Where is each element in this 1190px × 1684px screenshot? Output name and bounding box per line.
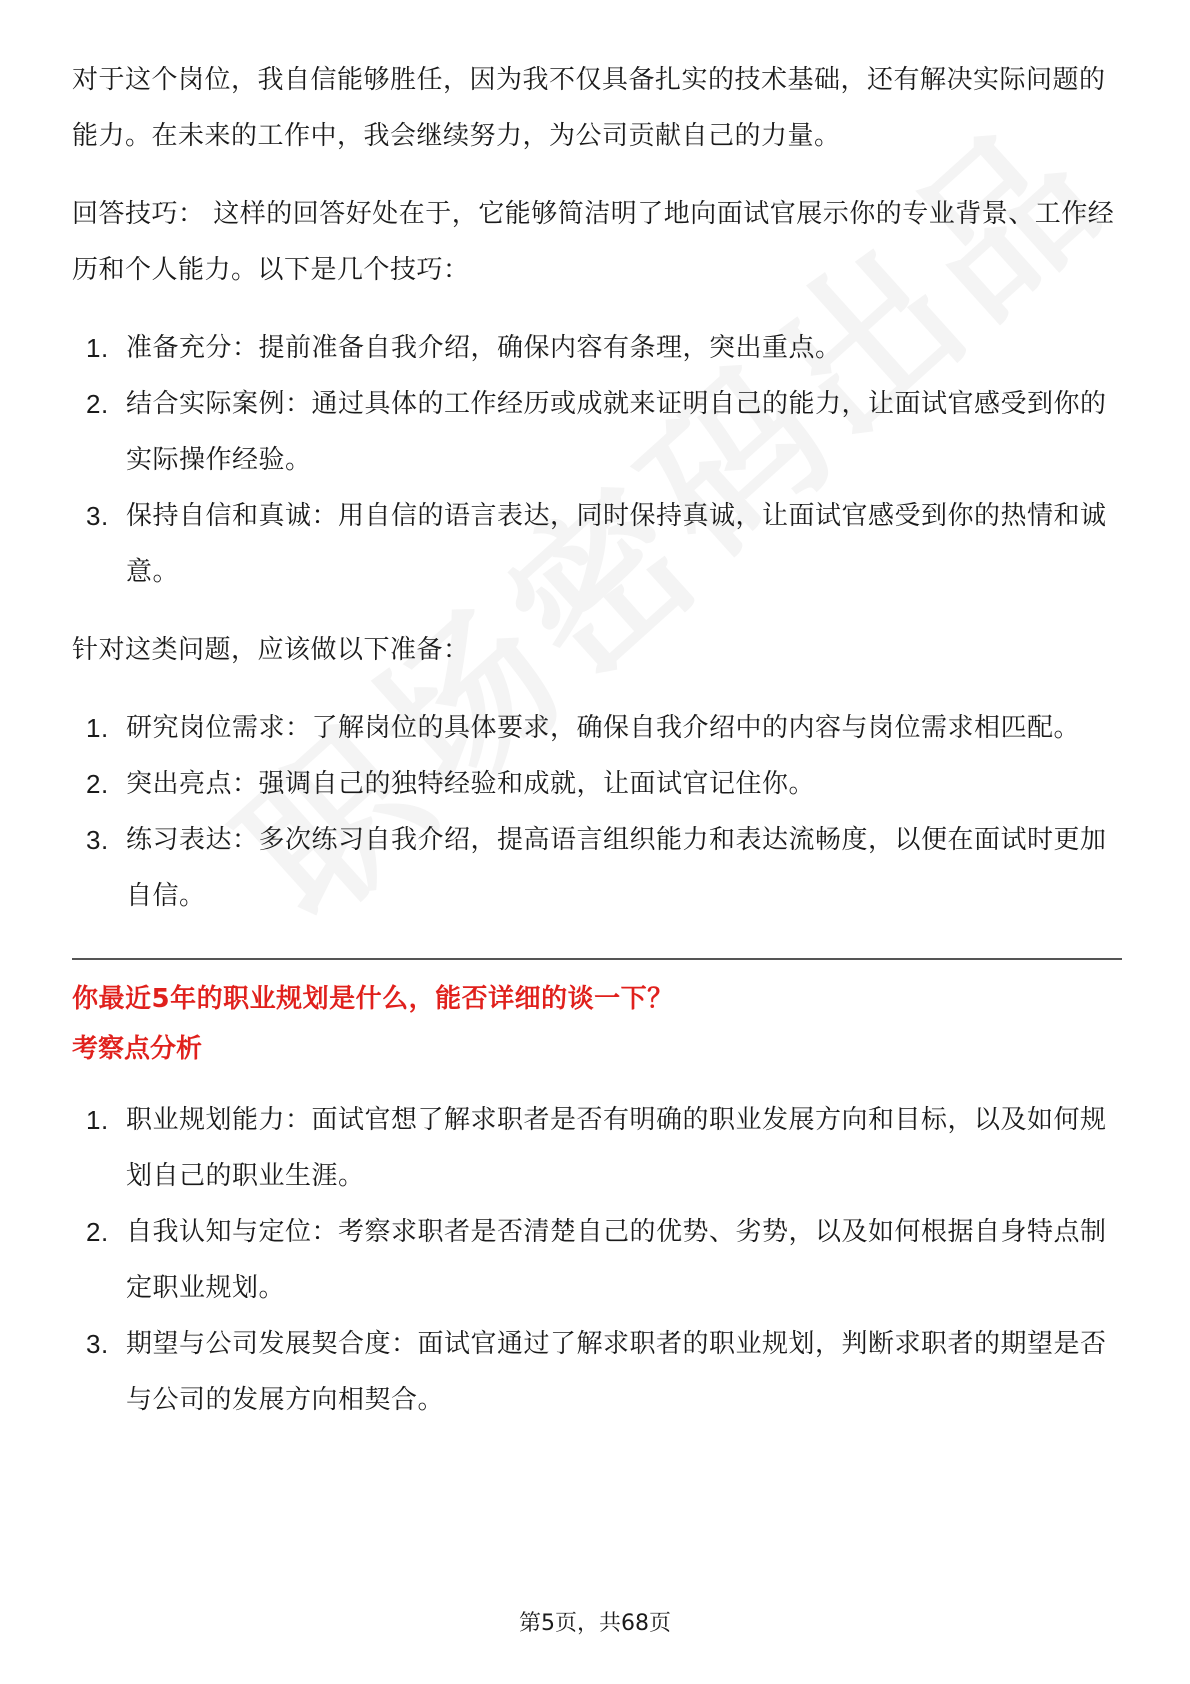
list-item-text: 研究岗位需求：了解岗位的具体要求，确保自我介绍中的内容与岗位需求相匹配。 [126,713,1081,743]
list-item [72,1204,1122,1316]
list-item [72,812,1122,924]
list-item-text: 突出亮点：强调自己的独特经验和成就，让面试官记住你。 [126,769,816,799]
list-number: 3. [86,825,109,855]
list-item [72,756,1122,812]
page-footer: 第5页，共68页 [519,1611,671,1636]
list-number: 3. [86,1329,109,1359]
list-number: 1. [86,713,109,743]
list-number: 2. [86,389,109,419]
list-item-text: 期望与公司发展契合度：面试官通过了解求职者的职业规划，判断求职者的期望是否与公司的发展方向相契合。 [126,1329,1107,1415]
list-item-text: 职业规划能力：面试官想了解求职者是否有明确的职业发展方向和目标，以及如何规划自己的职业生涯。 [126,1105,1107,1191]
list-item-text: 练习表达：多次练习自我介绍，提高语言组织能力和表达流畅度，以便在面试时更加自信。 [126,825,1107,911]
tips-list [72,320,1122,600]
list-number: 3. [86,501,109,531]
list-item-text: 自我认知与定位：考察求职者是否清楚自己的优势、劣势，以及如何根据自身特点制定职业规划。 [126,1217,1107,1303]
list-item [72,1316,1122,1428]
list-item [72,320,1122,376]
prep-list [72,700,1122,924]
section-divider [72,958,1122,960]
list-item [72,700,1122,756]
list-item [72,488,1122,600]
list-number: 2. [86,769,109,799]
analysis-heading: 考察点分析 [72,1034,203,1064]
list-item [72,1092,1122,1204]
list-item [72,376,1122,488]
list-number: 1. [86,333,109,363]
list-number: 2. [86,1217,109,1247]
prep-paragraph: 针对这类问题，应该做以下准备： [72,635,470,665]
list-item-text: 保持自信和真诚：用自信的语言表达，同时保持真诚，让面试官感受到你的热情和诚意。 [126,501,1107,587]
tips-paragraph: 回答技巧： 这样的回答好处在于，它能够简洁明了地向面试官展示你的专业背景、工作经历和个人能力。以下是几个技巧： [72,199,1115,285]
list-number: 1. [86,1105,109,1135]
list-item-text: 结合实际案例：通过具体的工作经历或成就来证明自己的能力，让面试官感受到你的实际操作经验。 [126,389,1107,475]
intro-paragraph: 对于这个岗位，我自信能够胜任，因为我不仅具备扎实的技术基础，还有解决实际问题的能力。在未来的工作中，我会继续努力，为公司贡献自己的力量。 [72,65,1106,151]
list-item-text: 准备充分：提前准备自我介绍，确保内容有条理，突出重点。 [126,333,842,363]
question-heading: 你最近5年的职业规划是什么，能否详细的谈一下？ [72,984,674,1014]
analysis-list [72,1092,1122,1428]
document-page [72,52,1122,1450]
